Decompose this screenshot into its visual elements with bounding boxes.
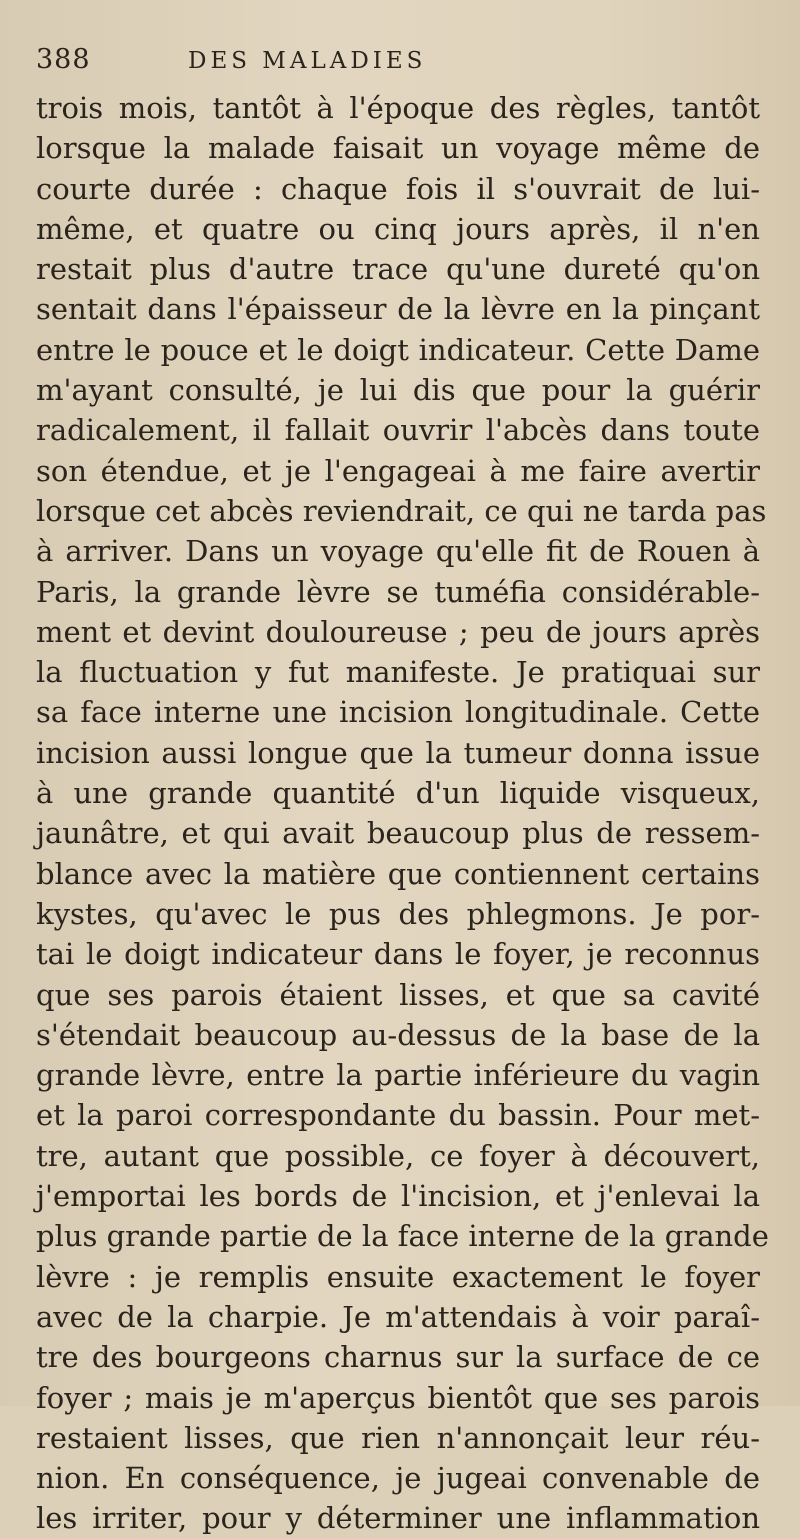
running-head: DES MALADIES <box>188 48 427 74</box>
text-line: courte durée : chaque fois il s'ouvrait de lui- <box>36 171 760 206</box>
text-line: ment et devint douloureuse ; peu de jours après <box>36 614 760 649</box>
text-line: tai le doigt indicateur dans le foyer, je reconnus <box>36 937 760 972</box>
text-line: et la paroi correspondante du bassin. Pour met- <box>36 1098 760 1133</box>
text-line: son étendue, et je l'engageai à me faire avertir <box>36 453 760 488</box>
text-line: restait plus d'autre trace qu'une dureté qu'on <box>36 252 760 287</box>
text-line: lorsque cet abcès reviendrait, ce qui ne tarda pas <box>36 493 767 528</box>
text-line: Paris, la grande lèvre se tuméfia considérable- <box>36 574 760 609</box>
body-text <box>36 88 769 1539</box>
text-line: kystes, qu'avec le pus des phlegmons. Je por- <box>36 896 760 931</box>
text-line: lèvre : je remplis ensuite exactement le foyer <box>36 1259 760 1294</box>
text-line: à arriver. Dans un voyage qu'elle fit de Rouen à <box>36 534 760 569</box>
text-line: radicalement, il fallait ouvrir l'abcès dans toute <box>36 413 760 448</box>
text-line: entre le pouce et le doigt indicateur. Cette Dame <box>36 332 760 367</box>
text-line: jaunâtre, et qui avait beaucoup plus de ressem- <box>36 816 760 851</box>
text-line: la fluctuation y fut manifeste. Je pratiquai sur <box>36 655 760 690</box>
text-line: les irriter, pour y déterminer une inflammation <box>36 1501 760 1536</box>
text-line: incision aussi longue que la tumeur donna issue <box>36 735 760 770</box>
text-line: même, et quatre ou cinq jours après, il n'en <box>36 211 760 246</box>
text-line: à une grande quantité d'un liquide visqueux, <box>36 776 760 811</box>
text-line: trois mois, tantôt à l'époque des règles, tantôt <box>36 91 760 125</box>
text-line: tre, autant que possible, ce foyer à découvert, <box>36 1138 760 1173</box>
text-line: nion. En conséquence, je jugeai convenable de <box>36 1461 760 1496</box>
text-line: sentait dans l'épaisseur de la lèvre en la pinçant <box>36 292 760 327</box>
text-line: tre des bourgeons charnus sur la surface de ce <box>36 1340 760 1375</box>
page-header <box>36 44 760 92</box>
text-line: lorsque la malade faisait un voyage même de <box>36 131 760 166</box>
text-line: j'emportai les bords de l'incision, et j'enlevai la <box>36 1179 760 1214</box>
text-line: grande lèvre, entre la partie inférieure du vagin <box>36 1058 760 1093</box>
text-line: avec de la charpie. Je m'attendais à voir paraî- <box>36 1299 760 1334</box>
text-line: foyer ; mais je m'aperçus bientôt que ses parois <box>36 1380 760 1415</box>
text-line: blance avec la matière que contiennent certains <box>36 856 760 891</box>
text-line: que ses parois étaient lisses, et que sa cavité <box>36 977 760 1012</box>
text-line: sa face interne une incision longitudinale. Cette <box>36 695 760 730</box>
text-line: restaient lisses, que rien n'annonçait leur réu- <box>36 1420 760 1455</box>
page-number: 388 <box>36 44 91 75</box>
text-line: s'étendait beaucoup au-dessus de la base de la <box>36 1017 760 1052</box>
text-line: m'ayant consulté, je lui dis que pour la guérir <box>36 373 760 408</box>
text-line: plus grande partie de la face interne de la grande <box>36 1219 769 1254</box>
